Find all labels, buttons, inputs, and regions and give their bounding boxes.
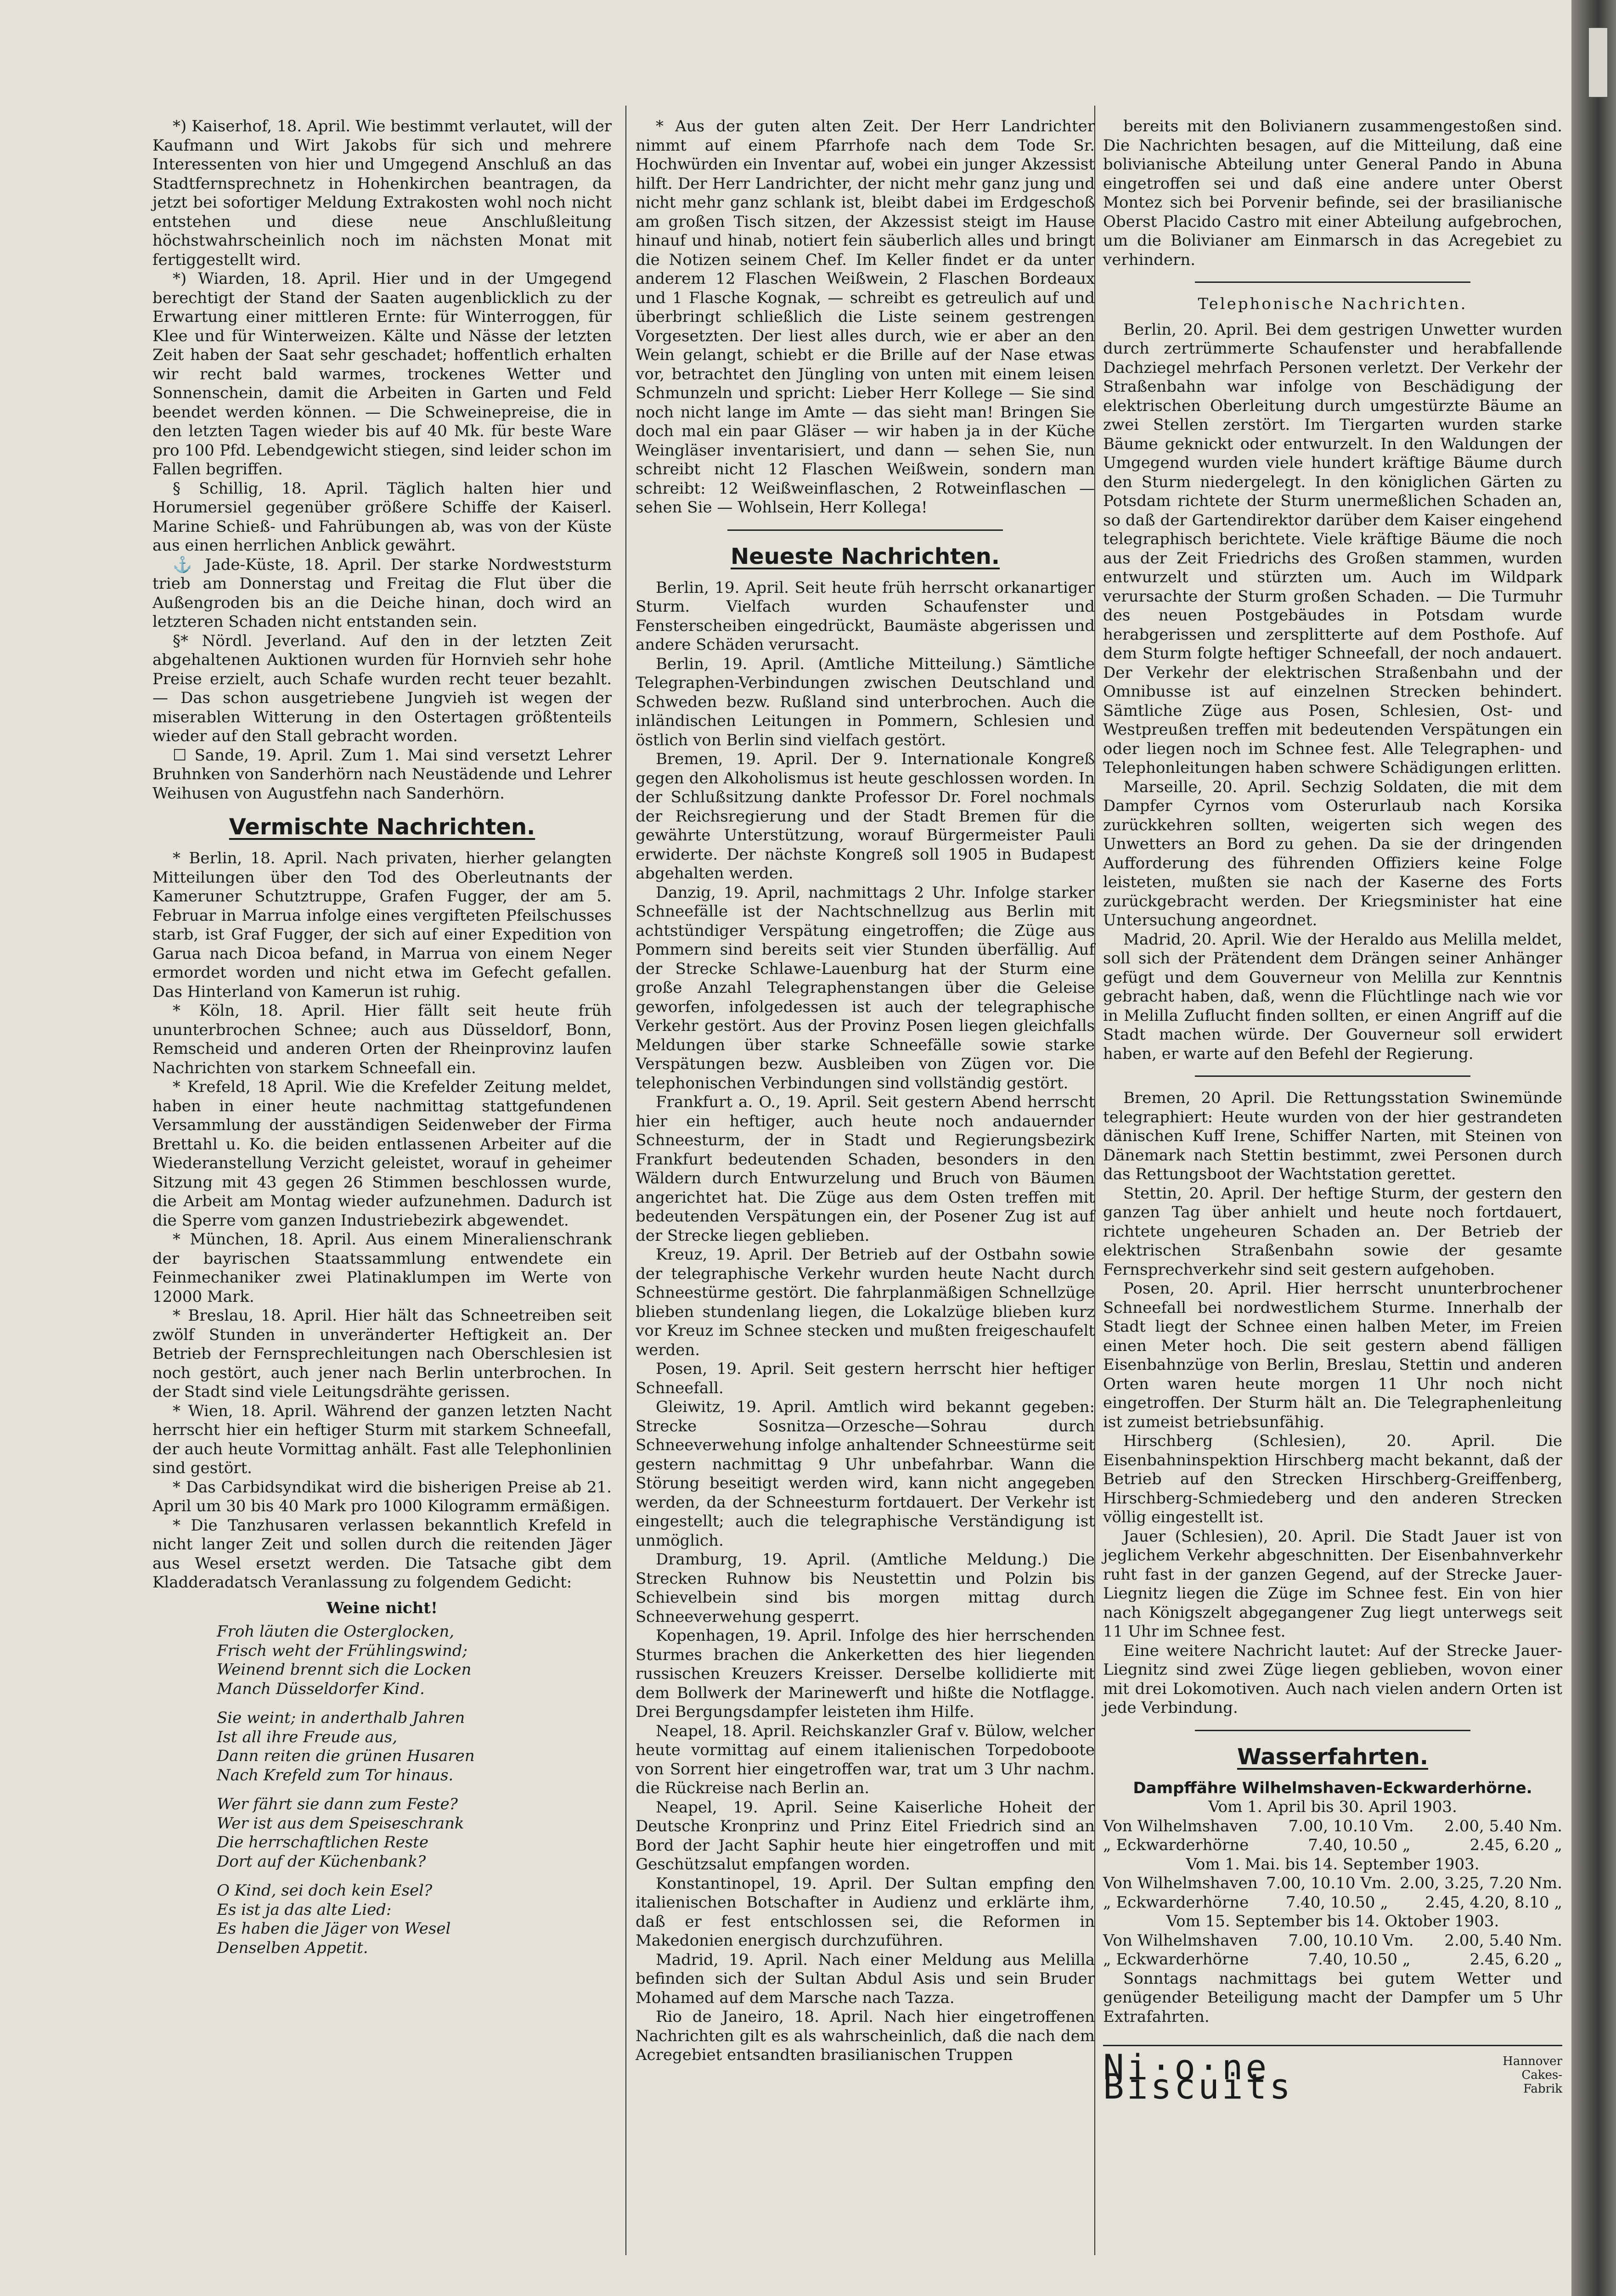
poem-line: Es haben die Jäger von Wesel	[217, 1919, 451, 1938]
ferry-cell: „ Eckwarderhörne	[1103, 1893, 1249, 1912]
ferry-title: Dampffähre Wilhelmshaven-Eckwarderhörne.	[1133, 1778, 1532, 1797]
news-paragraph: * Wien, 18. April. Während der ganzen letzten Nacht herrscht hier ein heftiger Sturm mit starkem Schneefall, der auch heute Vormittag anhält. Fast alle Telephonlinien sind gestört.	[152, 1401, 612, 1477]
ferry-cell: 7.40, 10.50 „	[1308, 1836, 1411, 1854]
poem-stanza	[217, 1881, 612, 1958]
ad-firm-block	[1483, 2054, 1562, 2096]
anecdote	[636, 117, 1095, 518]
further-news	[1103, 1089, 1562, 1718]
poem-line: O Kind, sei doch kein Esel?	[217, 1881, 433, 1900]
news-paragraph: Kopenhagen, 19. April. Infolge des hier herrschenden Sturmes brachen die Ankerketten des hier liegenden russischen Kreuzers Kreisser. Derselbe kollidierte mit dem Bollwerk der Marinewerft und hißte die Notflagge. Drei Bergungsdampfer leisteten ihm Hilfe.	[636, 1626, 1095, 1721]
ferry-cell: „ Eckwarderhörne	[1103, 1836, 1249, 1854]
ferry-cell: 7.00, 10.10 Vm.	[1288, 1817, 1414, 1835]
section-heading-wasserfahrten: Wasserfahrten.	[1237, 1744, 1428, 1770]
latest-news	[636, 579, 1095, 2065]
news-paragraph: Marseille, 20. April. Sechzig Soldaten, die mit dem Dampfer Cyrnos vom Osterurlaub nach Korsika zurückkehren sollten, weigerten sich wegen des Unwetters an Bord zu gehen. Da sie der dringenden Aufforderung des führenden Offiziers keine Folge leisteten, mußten sie nach der Kaserne des Forts zurückgebracht werden. Der Kriegsminister hat eine Untersuchung angeordnet.	[1103, 777, 1562, 929]
ferry-row	[1103, 1931, 1562, 1951]
news-paragraph: Dramburg, 19. April. (Amtliche Meldung.) Die Strecken Ruhnow bis Neustettin und Polzin bis Schievelbein sind bis morgen mittag durch Schneeverwehung gesperrt.	[636, 1550, 1095, 1626]
poem-line: Wer fährt sie dann zum Feste?	[217, 1795, 458, 1813]
continued-news	[1103, 117, 1562, 270]
ferry-cell: 2.00, 3.25, 7.20 Nm.	[1400, 1874, 1562, 1892]
local-news	[152, 117, 612, 803]
news-paragraph: * Krefeld, 18 April. Wie die Krefelder Zeitung meldet, haben in einer heute nachmittag stattgefundenen Versammlung der ausständigen Seidenweber der Firma Brettahl u. Ko. die beiden entlassenen Arbeiter auf die Wiederanstellung Verzicht geleistet, worauf in geheimer Sitzung mit 43 gegen 26 Stimmen beschlossen wurde, die Arbeit am Montag wieder aufzunehmen. Dadurch ist die Sperre vom ganzen Industriebezirk abgewendet.	[152, 1078, 612, 1230]
news-paragraph: * München, 18. April. Aus einem Mineralienschrank der bayrischen Staatssammlung entwendete ein Feinmechaniker zwei Platinaklumpen im Werte von 12000 Mark.	[152, 1230, 612, 1306]
ferry-cell: 7.00, 10.10 Vm.	[1288, 1931, 1414, 1950]
ferry-period-label: Vom 1. Mai. bis 14. September 1903.	[1186, 1855, 1480, 1874]
news-paragraph: Posen, 20. April. Hier herrscht ununterbrochener Schneefall bei nordwestlichem Sturme. Innerhalb der Stadt liegt der Schnee einen halben Meter, im Freien einen Meter hoch. Die seit gestern abend fälligen Eisenbahnzüge von Berlin, Breslau, Stettin und anderen Orten waren heute morgen 11 Uhr noch nicht eingetroffen. Der Sturm hält an. Die Telegraphenleitung ist zumeist betriebsunfähig.	[1103, 1279, 1562, 1431]
ferry-note: Sonntags nachmittags bei gutem Wetter und genügender Beteiligung macht der Dampfer um 5 Uhr Extrafahrten.	[1103, 1969, 1562, 2026]
news-paragraph: Gleiwitz, 19. April. Amtlich wird bekannt gegeben: Strecke Sosnitza—Orzesche—Sohrau durch Schneeverwehung infolge anhaltender Schneestürme seit gestern nachmittag 9 Uhr unbefahrbar. Wann die Störung beseitigt werden wird, kann nicht angegeben werden, da der Schneesturm fortdauert. Der Verkehr ist eingestellt; auch die telegraphische Verständigung ist unmöglich.	[636, 1398, 1095, 1550]
poem-line: Denselben Appetit.	[217, 1938, 368, 1957]
ferry-cell: Von Wilhelmshaven	[1103, 1817, 1258, 1835]
ferry-row	[1103, 1836, 1562, 1855]
ad-city: Hannover	[1503, 2054, 1562, 2068]
news-paragraph: Konstantinopel, 19. April. Der Sultan empfing den italienischen Botschafter in Audienz und erklärte ihm, daß er fest entschlossen sei, die Reformen in Makedonien energisch durchzuführen.	[636, 1874, 1095, 1950]
poem-line: Weinend brennt sich die Locken	[217, 1660, 472, 1679]
column-2	[636, 117, 1095, 2065]
news-paragraph: bereits mit den Bolivianern zusammengestoßen sind. Die Nachrichten besagen, auf die Mitteilung, daß eine bolivianische Abteilung unter General Pando in Abuna eingetroffen sei und daß eine andere unter Oberst Montez sich bei Porvenir befinde, sei der brasilianische Oberst Placido Castro mit einer Abteilung aufgebrochen, um die Bolivianer am Einmarsch in das Acregebiet zu verhindern.	[1103, 117, 1562, 269]
divider	[727, 529, 1003, 531]
ferry-row	[1103, 1817, 1562, 1836]
news-paragraph: §* Nördl. Jeverland. Auf den in der letzten Zeit abgehaltenen Auktionen wurden für Hornvieh sehr hohe Preise erzielt, auch Schafe wurden recht teuer bezahlt. — Das schon ausgetriebene Jungvieh ist wegen der miserablen Witterung in den Ostertagen größtenteils wieder auf den Stall gebracht worden.	[152, 631, 612, 745]
news-paragraph: Neapel, 19. April. Seine Kaiserliche Hoheit der Deutsche Kronprinz und Prinz Eitel Friedrich sind an Bord der Jacht Saphir heute hier eingetroffen und mit Geschützsalut empfangen worden.	[636, 1798, 1095, 1874]
news-paragraph: Madrid, 20. April. Wie der Heraldo aus Melilla meldet, soll sich der Prätendent dem Drängen seiner Anhänger gefügt und dem Gouverneur von Melilla zur Kenntnis gebracht haben, daß, wenn die Flüchtlinge nach wie vor in Melilla Zuflucht finden sollten, er einen Angriff auf die Stadt machen würde. Der Gouverneur soll erwidert haben, er warte auf den Befehl der Regierung.	[1103, 930, 1562, 1063]
ferry-period-label: Vom 15. September bis 14. Oktober 1903.	[1166, 1912, 1499, 1930]
poem-line: Die herrschaftlichen Reste	[217, 1833, 428, 1851]
ferry-row	[1103, 1874, 1562, 1893]
news-paragraph: *) Wiarden, 18. April. Hier und in der Umgegend berechtigt der Stand der Saaten augenblicklich zu der Erwartung einer mittleren Ernte: für Winterroggen, für Klee und für Winterweizen. Kälte und Nässe der letzten Zeit haben der Saat sehr geschadet; hoffentlich erhalten wir recht bald warmes, trockenes Wetter und Sonnenschein, damit die Arbeiten in Garten und Feld beendet werden können. — Die Schweinepreise, die in den letzten Tagen wieder bis auf 40 Mk. für beste Ware pro 100 Pfd. Lebendgewicht stiegen, sind leider schon im Fallen begriffen.	[152, 270, 612, 478]
news-paragraph: Bremen, 20 April. Die Rettungsstation Swinemünde telegraphiert: Heute wurden von der hier gestrandeten dänischen Kuff Irene, Schiffer Narten, mit Steinen von Dänemark nach Stettin bestimmt, zwei Personen durch das Rettungsboot der Wachtstation gerettet.	[1103, 1089, 1562, 1183]
news-paragraph: Madrid, 19. April. Nach einer Meldung aus Melilla befinden sich der Sultan Abdul Asis und sein Bruder Mohamed auf dem Marsche nach Tazza.	[636, 1950, 1095, 2007]
ferry-schedule	[1103, 1779, 1562, 2027]
news-paragraph: Berlin, 19. April. Seit heute früh herrscht orkanartiger Sturm. Vielfach wurden Schaufenster und Fensterscheiben eingedrückt, Baumäste abgerissen und andere Schäden verursacht.	[636, 578, 1095, 654]
poem-title: Weine nicht!	[327, 1598, 438, 1617]
column-3	[1103, 117, 1562, 2107]
divider	[1195, 1075, 1470, 1077]
news-paragraph: ☐ Sande, 19. April. Zum 1. Mai sind versetzt Lehrer Bruhnken von Sanderhörn nach Neustädende und Lehrer Weihusen von Augustfehn nach Sanderhörn.	[152, 746, 612, 803]
news-paragraph: *) Kaiserhof, 18. April. Wie bestimmt verlautet, will der Kaufmann und Wirt Jakobs für sich und mehrere Interessenten von hier und Umgegend Anschluß an das Stadtfernsprechnetz in Hohenkirchen beantragen, da jetzt bei sofortiger Meldung Extrakosten wohl noch nicht entstehen und diese neue Anschlußleitung höchstwahrscheinlich noch im nächsten Monat mit fertiggestellt wird.	[152, 117, 612, 269]
news-paragraph: ⚓ Jade-Küste, 18. April. Der starke Nordweststurm trieb am Donnerstag und Freitag die Flut über die Außengroden bis an die Deiche hinan, doch wird an letzteren Schaden nicht entstanden sein.	[152, 555, 612, 631]
divider	[1195, 1730, 1470, 1731]
news-paragraph: Eine weitere Nachricht lautet: Auf der Strecke Jauer-Liegnitz sind zwei Züge liegen geblieben, wovon einer mit drei Lokomotiven. Auch nach vielen andern Orten ist jede Verbindung.	[1103, 1641, 1562, 1717]
news-paragraph: Jauer (Schlesien), 20. April. Die Stadt Jauer ist von jeglichem Verkehr abgeschnitten. Der Eisenbahnverkehr ruht fast in der ganzen Gegend, auf der Strecke Jauer-Liegnitz liegen die Züge im Schnee fest. Ein von hier nach Königszelt abgegangener Zug liegt unterwegs seit 11 Uhr im Schnee fest.	[1103, 1527, 1562, 1641]
poem-line: Frisch weht der Frühlingswind;	[217, 1641, 468, 1660]
news-paragraph: Frankfurt a. O., 19. April. Seit gestern Abend herrscht hier ein heftiger, auch heute noch andauernder Schneesturm, der in Stadt und Regierungsbezirk Frankfurt bedeutenden Schaden, besonders in den Wäldern durch Entwurzelung und Bruch von Bäumen angerichtet hat. Die Züge aus dem Osten treffen mit bedeutenden Verspätungen ein, der Posener Zug ist auf der Strecke liegen geblieben.	[636, 1093, 1095, 1245]
section-heading-neueste: Neueste Nachrichten.	[730, 543, 1000, 569]
poem-line: Ist all ihre Freude aus,	[217, 1728, 398, 1746]
news-paragraph: Berlin, 19. April. (Amtliche Mitteilung.) Sämtliche Telegraphen-Verbindungen zwischen Deutschland und Schweden bezw. Rußland sind unterbrochen. Auch die inländischen Leitungen in Pommern, Schlesien und östlich von Berlin sind vielfach gestört.	[636, 654, 1095, 749]
ferry-cell: 2.45, 4.20, 8.10 „	[1425, 1893, 1562, 1912]
poem-stanza	[217, 1795, 612, 1871]
ferry-row	[1103, 1893, 1562, 1913]
news-paragraph: * Berlin, 18. April. Nach privaten, hierher gelangten Mitteilungen über den Tod des Oberleutnants der Kameruner Schutztruppe, Grafen Fugger, der am 5. Februar in Marrua infolge eines vergifteten Pfeilschusses starb, ist Graf Fugger, der sich auf einer Expedition von Garua nach Dicoa befand, in Marrua von einem Neger ermordet worden und nicht etwa im Gefecht gefallen. Das Hinterland von Kamerun ist ruhig.	[152, 849, 612, 1001]
column-rule	[625, 106, 626, 2255]
ferry-cell: Von Wilhelmshaven	[1103, 1874, 1258, 1892]
ferry-cell: Von Wilhelmshaven	[1103, 1931, 1258, 1950]
poem-line: Nach Krefeld zum Tor hinaus.	[217, 1766, 454, 1784]
news-paragraph: Danzig, 19. April, nachmittags 2 Uhr. Infolge starker Schneefälle ist der Nachtschnellzug aus Berlin mit achtstündiger Verspätung eingetroffen; die Züge aus Pommern sind bereits seit vier Stunden überfällig. Auf der Strecke Schlawe-Lauenburg hat der Sturm eine große Anzahl Telegraphenstangen über die Geleise geworfen, infolgedessen ist auch der telegraphische Verkehr gestört. Aus der Provinz Posen liegen gleichfalls Meldungen über starke Schneefälle sowie starke Verspätungen bezw. Ausbleiben von Zügen vor. Die telephonischen Verbindungen sind vollständig gestört.	[636, 883, 1095, 1092]
news-paragraph: * Die Tanzhusaren verlassen bekanntlich Krefeld in nicht langer Zeit und sollen durch die reitenden Jäger aus Wesel ersetzt werden. Die Tatsache gibt dem Kladderadatsch Veranlassung zu folgendem Gedicht:	[152, 1516, 612, 1592]
poem-stanza	[217, 1709, 612, 1785]
news-paragraph: Hirschberg (Schlesien), 20. April. Die Eisenbahninspektion Hirschberg macht bekannt, daß der Betrieb auf den Strecken Hirschberg-Greiffenberg, Hirschberg-Schmiedeberg und den anderen Strecken völlig eingestellt ist.	[1103, 1432, 1562, 1526]
news-paragraph: Berlin, 20. April. Bei dem gestrigen Unwetter wurden durch zertrümmerte Schaufenster und herabfallende Dachziegel mehrfach Personen verletzt. Der Verkehr der Straßenbahn war infolge von Beschädigung der elektrischen Oberleitung durch umgestürzte Bäume an zwei Stellen zerstört. Im Tiergarten wurden starke Bäume geknickt oder entwurzelt. In den Waldungen der Umgegend wurden viele hundert kräftige Bäume durch den Sturm niedergelegt. In den königlichen Gärten zu Potsdam richtete der Sturm unermeßlichen Schaden an, so daß der Gartendirektor darüber dem Kaiser eingehend telegraphisch berichtete. Viele kräftige Bäume die noch aus der Zeit Friedrichs des Großen stammen, wurden entwurzelt und stürzten um. Auch im Wildpark verursachte der Sturm großen Schaden. — Die Turmuhr des neuen Postgebäudes in Potsdam wurde herabgerissen und zersplitterte auf dem Posthofe. Auf dem Sturm folgte heftiger Schneefall, der noch andauert. Der Verkehr der elektrischen Straßenbahn und der Omnibusse ist auf einzelnen Strecken behindert. Sämtliche Züge aus Posen, Schlesien, Ost- und Westpreußen treffen mit bedeutenden Verspätungen ein oder liegen noch im Schnee fest. Alle Telegraphen- und Telephonleitungen haben schwere Schädigungen erlitten.	[1103, 320, 1562, 777]
poem-line: Froh läuten die Osterglocken,	[217, 1622, 455, 1641]
poem	[217, 1599, 612, 1958]
news-paragraph: Posen, 19. April. Seit gestern herrscht hier heftiger Schneefall.	[636, 1360, 1095, 1397]
ferry-cell: „ Eckwarderhörne	[1103, 1950, 1249, 1969]
ferry-cell: 7.00, 10.10 Vm.	[1266, 1874, 1391, 1892]
poem-line: Dort auf der Küchenbank?	[217, 1852, 426, 1871]
news-paragraph: Kreuz, 19. April. Der Betrieb auf der Ostbahn sowie der telegraphische Verkehr wurden heute Nacht durch Schneestürme gestört. Die fahrplanmäßigen Schnellzüge blieben stundenlang liegen, die Lokalzüge blieben kurz vor Kreuz im Schnee stecken und mußten freigeschaufelt werden.	[636, 1245, 1095, 1359]
ad-brand: Ni·o·ne Biscuits	[1103, 2047, 1294, 2107]
ferry-row	[1103, 1950, 1562, 1970]
column-1	[152, 117, 612, 1968]
section-heading-vermischte: Vermischte Nachrichten.	[229, 814, 535, 840]
news-paragraph: * Breslau, 18. April. Hier hält das Schneetreiben seit zwölf Stunden in unveränderter Heftigkeit an. Der Betrieb der Fernsprechleitungen nach Oberschlesien ist noch gestört, auch jener nach Berlin unterbrochen. In der Stadt sind viele Leitungsdrähte gerissen.	[152, 1306, 612, 1401]
news-paragraph: Rio de Janeiro, 18. April. Nach hier eingetroffenen Nachrichten gilt es als wahrscheinlich, daß die nach dem Acregebiet entsandten brasilianischen Truppen	[636, 2008, 1095, 2064]
ferry-cell: 7.40, 10.50 „	[1308, 1950, 1411, 1969]
news-paragraph: * Köln, 18. April. Hier fällt seit heute früh ununterbrochen Schnee; auch aus Düsseldorf, Bonn, Remscheid und anderen Orten der Rheinprovinz laufen Nachrichten von starkem Schneefall ein.	[152, 1002, 612, 1077]
ferry-cell: 2.45, 6.20 „	[1470, 1950, 1562, 1969]
news-paragraph: § Schillig, 18. April. Täglich halten hier und Horumersiel gegenüber größere Schiffe der Kaiserl. Marine Schieß- und Fahrübungen ab, was von der Küste aus einen herrlichen Anblick gewährt.	[152, 479, 612, 555]
news-paragraph: * Das Carbidsyndikat wird die bisherigen Preise ab 21. April um 30 bis 40 Mark pro 1000 Kilogramm ermäßigen.	[152, 1478, 612, 1515]
mixed-news	[152, 849, 612, 1593]
poem-line: Manch Düsseldorfer Kind.	[217, 1679, 425, 1698]
news-paragraph: * Aus der guten alten Zeit. Der Herr Landrichter nimmt auf einem Pfarrhofe nach dem Tode Sr. Hochwürden ein Inventar auf, wobei ein junger Akzessist hilft. Der Herr Landrichter, der nicht mehr ganz jung und nicht mehr ganz schlank ist, bleibt dabei im Erdgeschoß am großen Tisch sitzen, der Akzessist steigt im Hause hinauf und hinab, notiert fein säuberlich alles und bringt die Notizen seinem Chef. Im Keller findet er da unter anderem 12 Flaschen Weißwein, 2 Flaschen Bordeaux und 1 Flasche Kognak, — schreibt es getreulich auf und überbringt schließlich die Liste seinem gestrengen Vorgesetzten. Der liest alles durch, wie er aber an den Wein gelangt, schiebt er die Brille auf der Nase etwas vor, betrachtet den Jüngling von unten mit einem leisen Schmunzeln und spricht: Lieber Herr Kollege — Sie sind noch nicht lange im Amte — das sieht man! Bringen Sie doch mal ein paar Gläser — wir haben ja in der Küche Weingläser inventarisiert, und dann — sehen Sie, nun schreibt nicht 12 Flaschen Weißwein, sondern man schreibt: 12 Weißweinflaschen, 2 Rotweinflaschen — sehen Sie — Wohlsein, Herr Kollega!	[636, 117, 1095, 517]
poem-stanzas	[217, 1622, 612, 1958]
ferry-period-label: Vom 1. April bis 30. April 1903.	[1208, 1798, 1457, 1816]
poem-line: Es ist ja das alte Lied:	[217, 1900, 392, 1919]
news-paragraph: Neapel, 18. April. Reichskanzler Graf v. Bülow, welcher heute vormittag auf einem italienischen Torpedoboote von Sorrent hier eingetroffen war, trat um 3 Uhr nachm. die Rückreise nach Berlin an.	[636, 1722, 1095, 1797]
poem-line: Wer ist aus dem Speiseschrank	[217, 1814, 464, 1833]
telephone-news	[1103, 321, 1562, 1064]
ad-firm: Cakes-Fabrik	[1521, 2068, 1562, 2096]
ferry-cell: 2.00, 5.40 Nm.	[1444, 1931, 1562, 1950]
poem-line: Sie weint; in anderthalb Jahren	[217, 1709, 465, 1727]
section-heading-telephonisch: Telephonische Nachrichten.	[1198, 295, 1468, 313]
news-paragraph: Stettin, 20. April. Der heftige Sturm, der gestern den ganzen Tag über anhielt und heute noch fortdauert, richtete ungeheuren Schaden an. Der Betrieb der elektrischen Straßenbahn sowie der gesamte Fernsprechverkehr sind seit gestern aufgehoben.	[1103, 1184, 1562, 1279]
ferry-cell: 2.45, 6.20 „	[1470, 1836, 1562, 1854]
ferry-cell: 7.40, 10.50 „	[1285, 1893, 1388, 1912]
ferry-periods	[1103, 1798, 1562, 1970]
ferry-cell: 2.00, 5.40 Nm.	[1444, 1817, 1562, 1835]
advertisement	[1103, 2045, 1562, 2107]
divider	[1195, 281, 1470, 283]
page-tab	[1588, 28, 1608, 97]
book-binding	[1571, 0, 1616, 2296]
news-paragraph: Bremen, 19. April. Der 9. Internationale Kongreß gegen den Alkoholismus ist heute geschlossen worden. In der Schlußsitzung dankte Professor Dr. Forel nochmals der Reichsregierung und der Stadt Bremen für die gewährte Unterstützung, worauf Bürgermeister Pauli erwiderte. Der nächste Kongreß soll 1905 in Budapest abgehalten werden.	[636, 750, 1095, 883]
poem-stanza	[217, 1622, 612, 1699]
poem-line: Dann reiten die grünen Husaren	[217, 1747, 475, 1765]
